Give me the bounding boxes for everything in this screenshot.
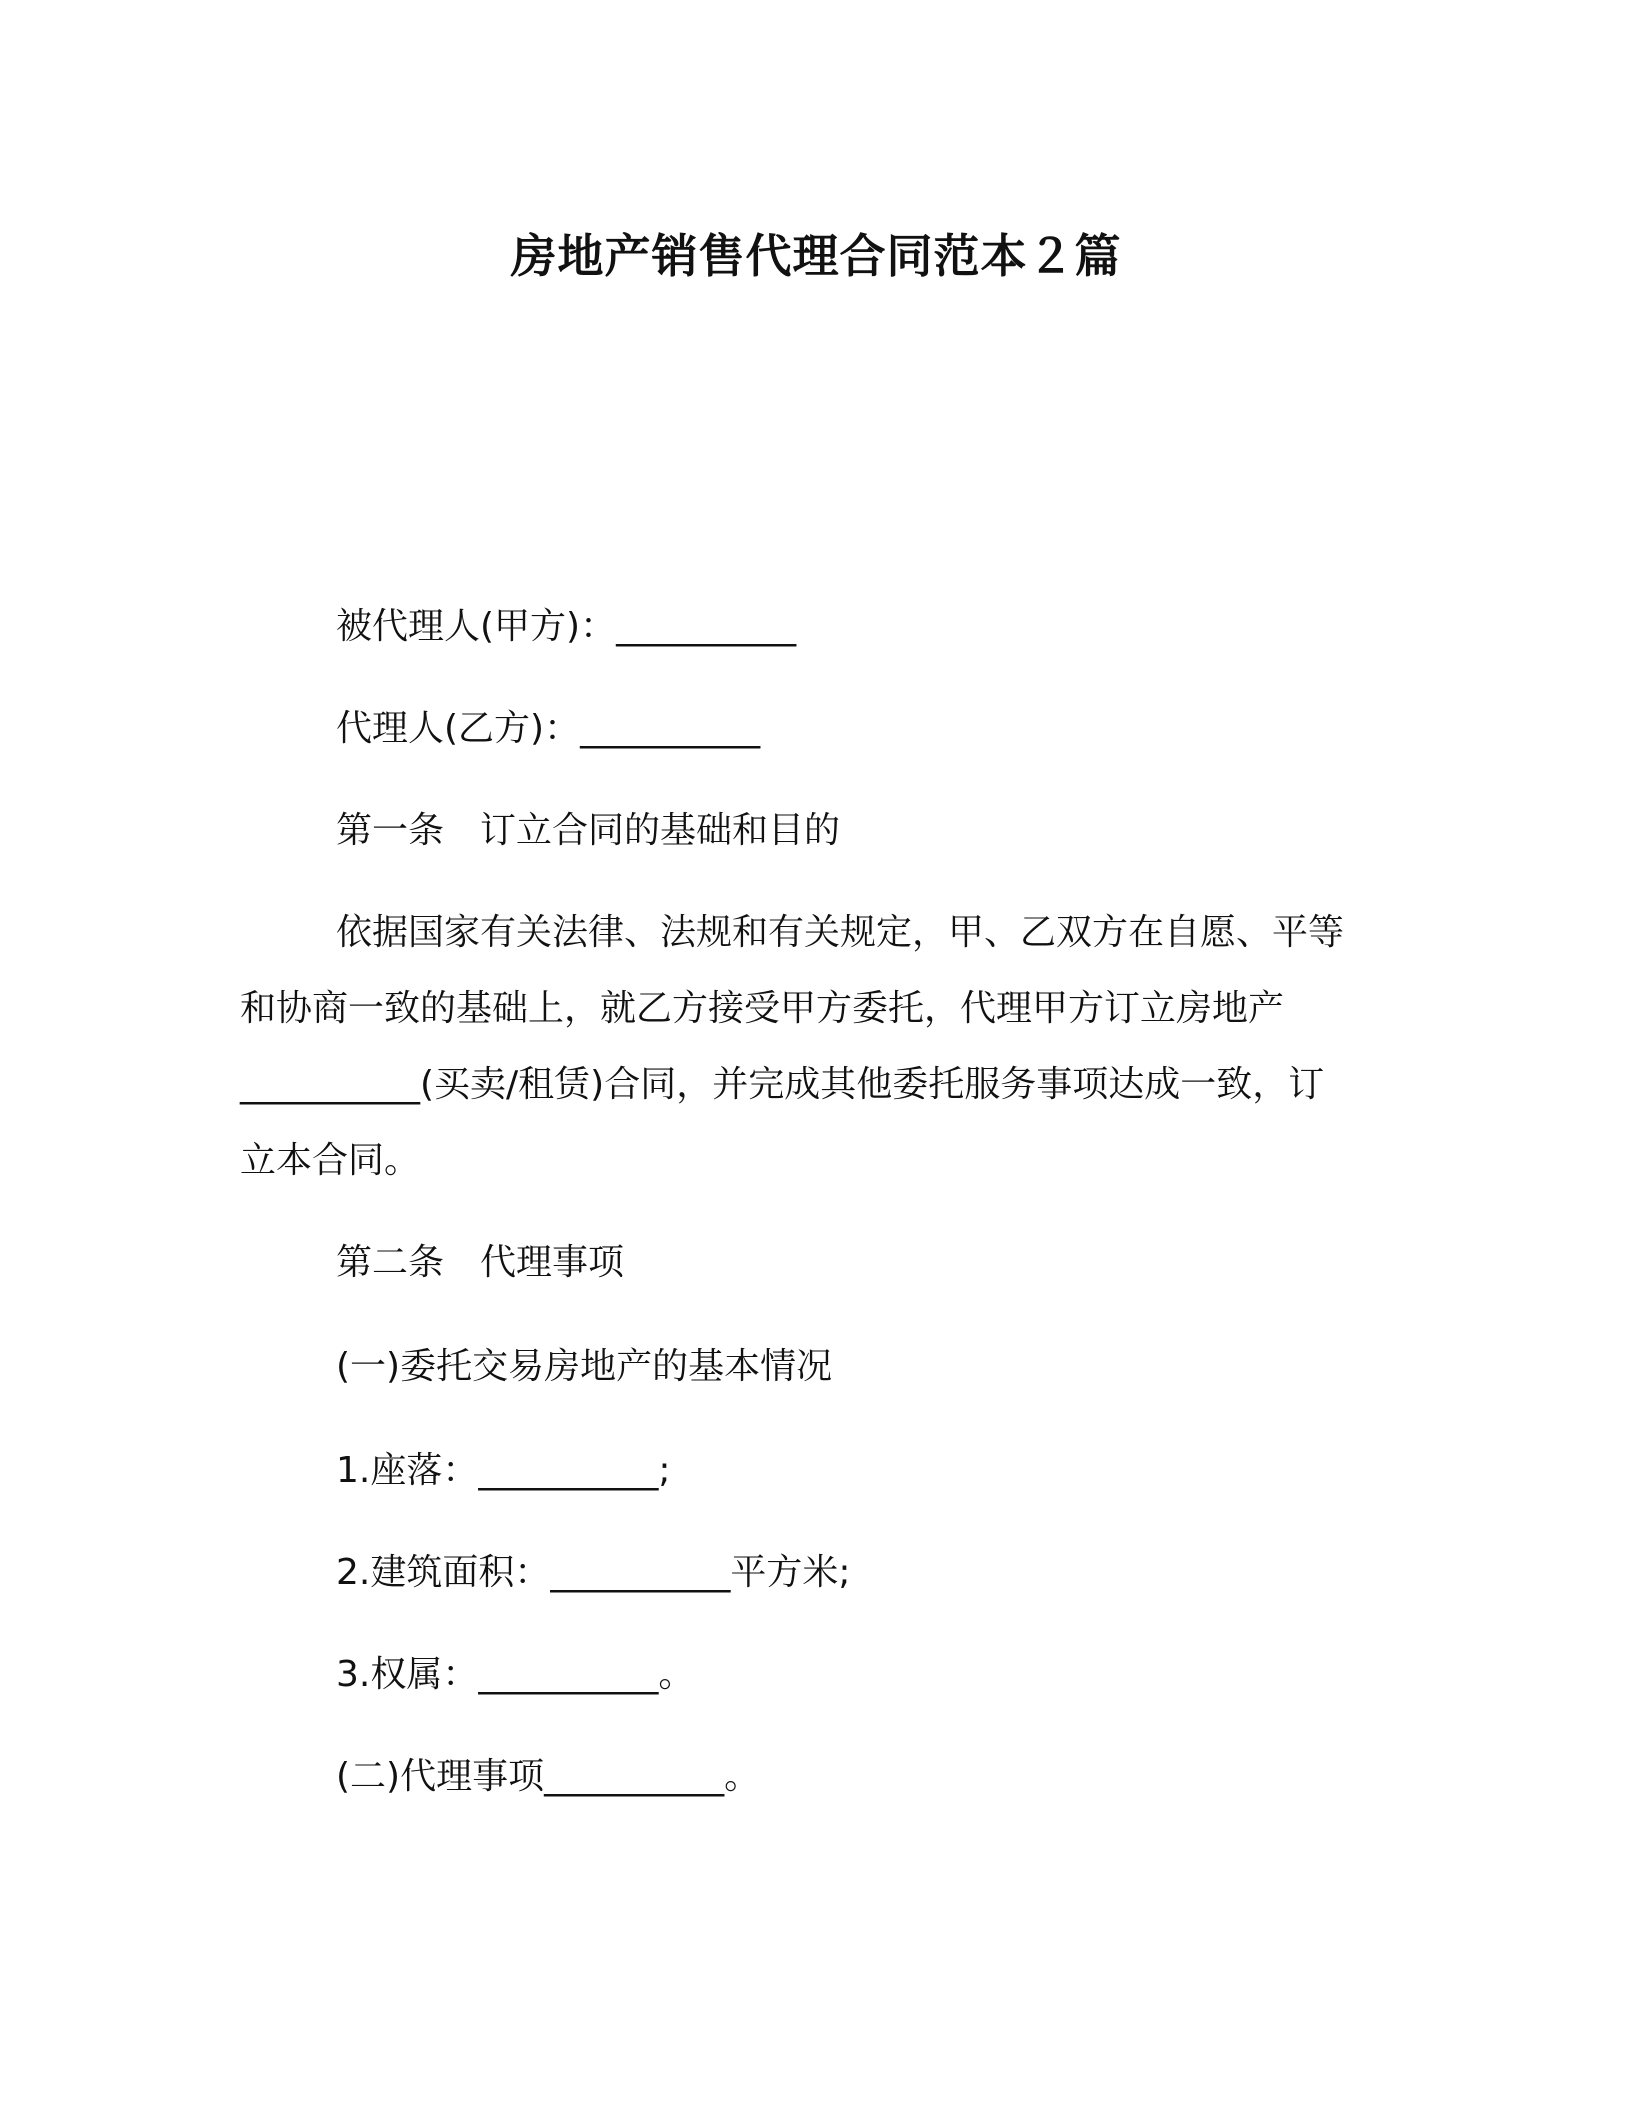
party-b-line: 代理人(乙方)：__________ <box>336 708 761 749</box>
party-a-line: 被代理人(甲方)：__________ <box>336 606 797 647</box>
subsection-1-heading: (一)委托交易房地产的基本情况 <box>336 1346 833 1387</box>
article-1-body-line-1: 依据国家有关法律、法规和有关规定，甲、乙双方在自愿、平等 <box>336 912 1345 953</box>
document-title: 房地产销售代理合同范本２篇 <box>510 229 1122 283</box>
article-1-body-line-4: 立本合同。 <box>240 1140 421 1181</box>
article-1-heading <box>336 802 840 853</box>
article-2-title: 代理事项 <box>480 1242 625 1283</box>
item-building-area: 2.建筑面积：__________平方米; <box>336 1552 851 1593</box>
item-location: 1.座落：__________; <box>336 1450 671 1491</box>
article-1-body-line-2: 和协商一致的基础上，就乙方接受甲方委托，代理甲方订立房地产 <box>240 988 1285 1029</box>
item-ownership: 3.权属：__________。 <box>336 1654 695 1695</box>
article-1-body-line-3: __________(买卖/租赁)合同，并完成其他委托服务事项达成一致，订 <box>240 1064 1325 1105</box>
article-2-heading <box>336 1234 624 1285</box>
subsection-2-heading: (二)代理事项__________。 <box>336 1756 761 1797</box>
article-2-number: 第二条 <box>336 1242 445 1283</box>
article-1-number: 第一条 <box>336 810 445 851</box>
article-1-title: 订立合同的基础和目的 <box>480 810 841 851</box>
